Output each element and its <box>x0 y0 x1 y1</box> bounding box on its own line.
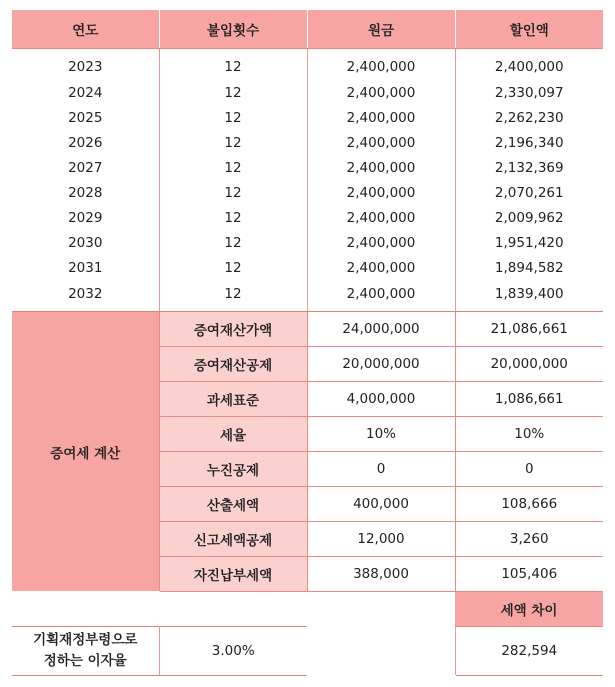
gift-tax-table-container <box>12 10 603 676</box>
discount-cell: 2,132,369 <box>455 155 603 180</box>
discount-cell: 2,400,000 <box>455 49 603 81</box>
year-cell: 2032 <box>12 280 159 312</box>
calc-label: 자진납부세액 <box>159 557 307 592</box>
tax-difference-label: 세액 차이 <box>455 592 603 627</box>
year-cell: 2025 <box>68 109 103 126</box>
year-row <box>12 49 603 81</box>
interest-rate-label-line1: 기획재정부령으로 <box>33 632 138 648</box>
header-principal: 원금 <box>307 10 455 49</box>
header-year: 연도 <box>12 10 159 49</box>
calc-principal-value: 388,000 <box>307 557 455 592</box>
calc-principal-value: 4,000,000 <box>307 382 455 417</box>
principal-cell: 2,400,000 <box>307 180 455 205</box>
calc-label: 신고세액공제 <box>159 522 307 557</box>
discount-cell: 1,951,420 <box>455 230 603 255</box>
year-cell: 2027 <box>68 159 103 176</box>
count-cell: 12 <box>159 130 307 155</box>
principal-cell: 2,400,000 <box>307 230 455 255</box>
empty-cell <box>159 592 307 627</box>
principal-cell: 2,400,000 <box>307 130 455 155</box>
year-row <box>12 105 603 130</box>
principal-cell: 2,400,000 <box>307 280 455 312</box>
count-cell: 12 <box>159 280 307 312</box>
year-row <box>12 255 603 280</box>
header-count: 불입횟수 <box>159 10 307 49</box>
calc-label: 산출세액 <box>159 487 307 522</box>
year-row <box>12 205 603 230</box>
calc-label: 증여재산가액 <box>159 312 307 347</box>
year-row <box>12 230 603 255</box>
discount-cell: 2,330,097 <box>455 80 603 105</box>
calc-discount-value: 20,000,000 <box>455 347 603 382</box>
calc-label: 세율 <box>159 417 307 452</box>
year-cell: 2028 <box>68 184 103 201</box>
calc-section-heading: 증여세 계산 <box>12 312 159 592</box>
interest-rate-label <box>12 627 159 676</box>
difference-header-row <box>12 592 603 627</box>
year-row <box>12 80 603 105</box>
calc-discount-value: 105,406 <box>455 557 603 592</box>
principal-cell: 2,400,000 <box>307 155 455 180</box>
principal-cell: 2,400,000 <box>307 205 455 230</box>
year-cell: 2026 <box>68 134 103 151</box>
principal-cell: 2,400,000 <box>307 49 455 81</box>
count-cell: 12 <box>159 205 307 230</box>
discount-cell: 2,196,340 <box>455 130 603 155</box>
year-cell: 2030 <box>68 234 103 251</box>
year-cell: 2029 <box>68 209 103 226</box>
discount-cell: 1,894,582 <box>455 255 603 280</box>
year-row <box>12 155 603 180</box>
empty-cell <box>12 592 159 627</box>
year-cell: 2024 <box>68 84 103 101</box>
discount-cell: 2,009,962 <box>455 205 603 230</box>
discount-cell: 2,262,230 <box>455 105 603 130</box>
calc-principal-value: 20,000,000 <box>307 347 455 382</box>
year-row <box>12 130 603 155</box>
principal-cell: 2,400,000 <box>307 255 455 280</box>
gift-tax-table <box>12 10 603 676</box>
empty-cell <box>307 627 455 676</box>
header-row <box>12 10 603 49</box>
principal-cell: 2,400,000 <box>307 80 455 105</box>
calc-principal-value: 10% <box>307 417 455 452</box>
year-row <box>12 280 603 312</box>
interest-rate-row <box>12 627 603 676</box>
calc-discount-value: 108,666 <box>455 487 603 522</box>
calc-row <box>12 312 603 347</box>
count-cell: 12 <box>159 155 307 180</box>
calc-discount-value: 21,086,661 <box>455 312 603 347</box>
count-cell: 12 <box>159 49 307 81</box>
calc-principal-value: 24,000,000 <box>307 312 455 347</box>
calc-principal-value: 400,000 <box>307 487 455 522</box>
empty-cell <box>307 592 455 627</box>
calc-discount-value: 3,260 <box>455 522 603 557</box>
year-cell: 2031 <box>68 259 103 276</box>
calc-label: 누진공제 <box>159 452 307 487</box>
header-discount: 할인액 <box>455 10 603 49</box>
count-cell: 12 <box>159 255 307 280</box>
year-row <box>12 180 603 205</box>
count-cell: 12 <box>159 105 307 130</box>
calc-discount-value: 1,086,661 <box>455 382 603 417</box>
year-cell: 2023 <box>68 58 103 75</box>
calc-discount-value: 0 <box>455 452 603 487</box>
calc-principal-value: 0 <box>307 452 455 487</box>
calc-label: 과세표준 <box>159 382 307 417</box>
calc-label: 증여재산공제 <box>159 347 307 382</box>
calc-principal-value: 12,000 <box>307 522 455 557</box>
discount-cell: 2,070,261 <box>455 180 603 205</box>
calc-discount-value: 10% <box>455 417 603 452</box>
principal-cell: 2,400,000 <box>307 105 455 130</box>
count-cell: 12 <box>159 230 307 255</box>
tax-difference-value: 282,594 <box>455 627 603 676</box>
count-cell: 12 <box>159 80 307 105</box>
count-cell: 12 <box>159 180 307 205</box>
discount-cell: 1,839,400 <box>455 280 603 312</box>
interest-rate-value: 3.00% <box>159 627 307 676</box>
interest-rate-label-line2: 정하는 이자율 <box>43 653 127 669</box>
